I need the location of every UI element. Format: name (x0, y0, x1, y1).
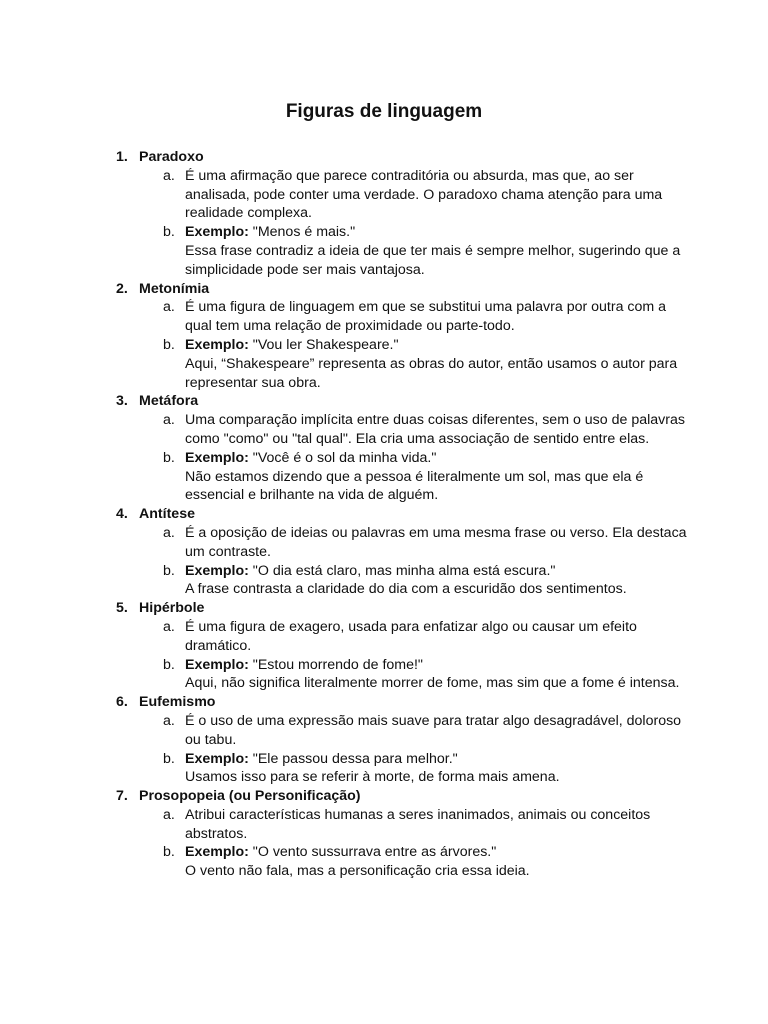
explanation-text: Aqui, não significa literalmente morrer de fome, mas sim que a fome é intensa. (185, 675, 680, 692)
example-item (139, 656, 688, 694)
sub-letter: a. (163, 412, 175, 429)
item-number: 4. (116, 506, 128, 523)
figure-term: Prosopopeia (ou Personificação) (139, 788, 361, 805)
sub-letter: a. (163, 299, 175, 316)
figure-term: Metonímia (139, 280, 210, 297)
example-label: Exemplo: (185, 656, 249, 673)
definition-item (139, 298, 688, 336)
sub-letter: b. (163, 656, 175, 673)
figure-heading (116, 787, 688, 806)
example-text: "O vento sussurrava entre as árvores." (248, 844, 497, 861)
example-item (139, 336, 688, 392)
document-title: Figuras de linguagem (285, 101, 483, 122)
definition-item (139, 712, 688, 750)
sub-letter: b. (163, 336, 175, 353)
definition-text: É o uso de uma expressão mais suave para tratar algo desagradável, doloroso ou tabu. (185, 712, 682, 748)
example-text: "Estou morrendo de fome!" (248, 656, 423, 673)
explanation-text: Aqui, “Shakespeare” representa as obras do autor, então usamos o autor para representar sua obra. (185, 355, 678, 391)
example-item (139, 562, 688, 600)
example-label: Exemplo: (185, 224, 249, 241)
example-text: "Menos é mais." (248, 224, 356, 241)
example-item (139, 449, 688, 505)
figure-heading (116, 599, 688, 618)
example-item (139, 843, 688, 881)
item-number: 5. (116, 600, 128, 617)
figure-term: Eufemismo (139, 694, 216, 711)
figure-heading (116, 148, 688, 167)
example-label: Exemplo: (185, 449, 249, 466)
figures-list (0, 148, 768, 881)
figure-term: Hipérbole (139, 600, 205, 617)
sub-letter: b. (163, 224, 175, 241)
definition-text: É uma figura de exagero, usada para enfatizar algo ou causar um efeito dramático. (185, 618, 637, 654)
item-number: 3. (116, 393, 128, 410)
list-item (0, 280, 768, 393)
example-item (139, 750, 688, 788)
definition-text: É uma figura de linguagem em que se substitui uma palavra por outra com a qual tem uma relação de proximidade ou parte-todo. (185, 299, 667, 335)
figure-term: Paradoxo (139, 149, 204, 165)
list-item (0, 693, 768, 787)
definition-text: Uma comparação implícita entre duas coisas diferentes, sem o uso de palavras como "como" ou "tal qual". Ela cria uma associação de sentido entre elas. (185, 412, 685, 447)
item-number: 2. (116, 280, 128, 297)
example-label: Exemplo: (185, 562, 249, 579)
sub-list (139, 167, 688, 280)
figure-heading (116, 505, 688, 524)
figure-heading (116, 392, 688, 411)
example-text: "Ele passou dessa para melhor." (248, 750, 458, 767)
sub-letter: b. (163, 844, 175, 861)
explanation-text: Essa frase contradiz a ideia de que ter mais é sempre melhor, sugerindo que a simplicidade pode ser mais vantajosa. (185, 242, 681, 278)
example-label: Exemplo: (185, 336, 249, 353)
sub-list (139, 618, 688, 693)
explanation-text: Não estamos dizendo que a pessoa é literalmente um sol, mas que ela é essencial e brilhante na vida de alguém. (185, 468, 644, 504)
sub-letter: b. (163, 750, 175, 767)
figure-term: Metáfora (139, 393, 199, 410)
list-item (0, 599, 768, 693)
definition-item (139, 167, 688, 223)
sub-letter: a. (163, 167, 175, 184)
item-number: 6. (116, 694, 128, 711)
sub-list (139, 712, 688, 787)
list-item (0, 392, 768, 505)
example-text: "O dia está claro, mas minha alma está escura." (248, 562, 556, 579)
definition-text: É uma afirmação que parece contraditória ou absurda, mas que, ao ser analisada, pode conter uma verdade. O paradoxo chama atenção para uma realidade complexa. (185, 167, 663, 222)
definition-item (139, 411, 688, 449)
sub-list (139, 411, 688, 505)
definition-text: É a oposição de ideias ou palavras em uma mesma frase ou verso. Ela destaca um contraste. (185, 524, 687, 560)
example-text: "Vou ler Shakespeare." (248, 336, 399, 353)
definition-item (139, 524, 688, 562)
figure-heading (116, 693, 688, 712)
sub-list (139, 806, 688, 881)
list-item (0, 148, 768, 280)
item-number: 7. (116, 788, 128, 805)
sub-letter: a. (163, 524, 175, 541)
explanation-text: O vento não fala, mas a personificação cria essa ideia. (185, 863, 530, 880)
list-item (0, 787, 768, 881)
figure-term: Antítese (139, 506, 195, 523)
figure-heading (116, 280, 688, 299)
list-item (0, 505, 768, 599)
example-item (139, 223, 688, 279)
example-label: Exemplo: (185, 750, 249, 767)
sub-letter: b. (163, 562, 175, 579)
definition-item (139, 618, 688, 656)
explanation-text: Usamos isso para se referir à morte, de forma mais amena. (185, 769, 560, 786)
definition-text: Atribui características humanas a seres inanimados, animais ou conceitos abstratos. (185, 806, 651, 842)
example-label: Exemplo: (185, 844, 249, 861)
example-text: "Você é o sol da minha vida." (248, 449, 437, 466)
sub-list (139, 524, 688, 599)
explanation-text: A frase contrasta a claridade do dia com a escuridão dos sentimentos. (185, 581, 627, 598)
sub-letter: b. (163, 449, 175, 466)
sub-letter: a. (163, 618, 175, 635)
sub-letter: a. (163, 712, 175, 729)
sub-list (139, 298, 688, 392)
item-number: 1. (116, 149, 128, 165)
sub-letter: a. (163, 806, 175, 823)
definition-item (139, 806, 688, 844)
